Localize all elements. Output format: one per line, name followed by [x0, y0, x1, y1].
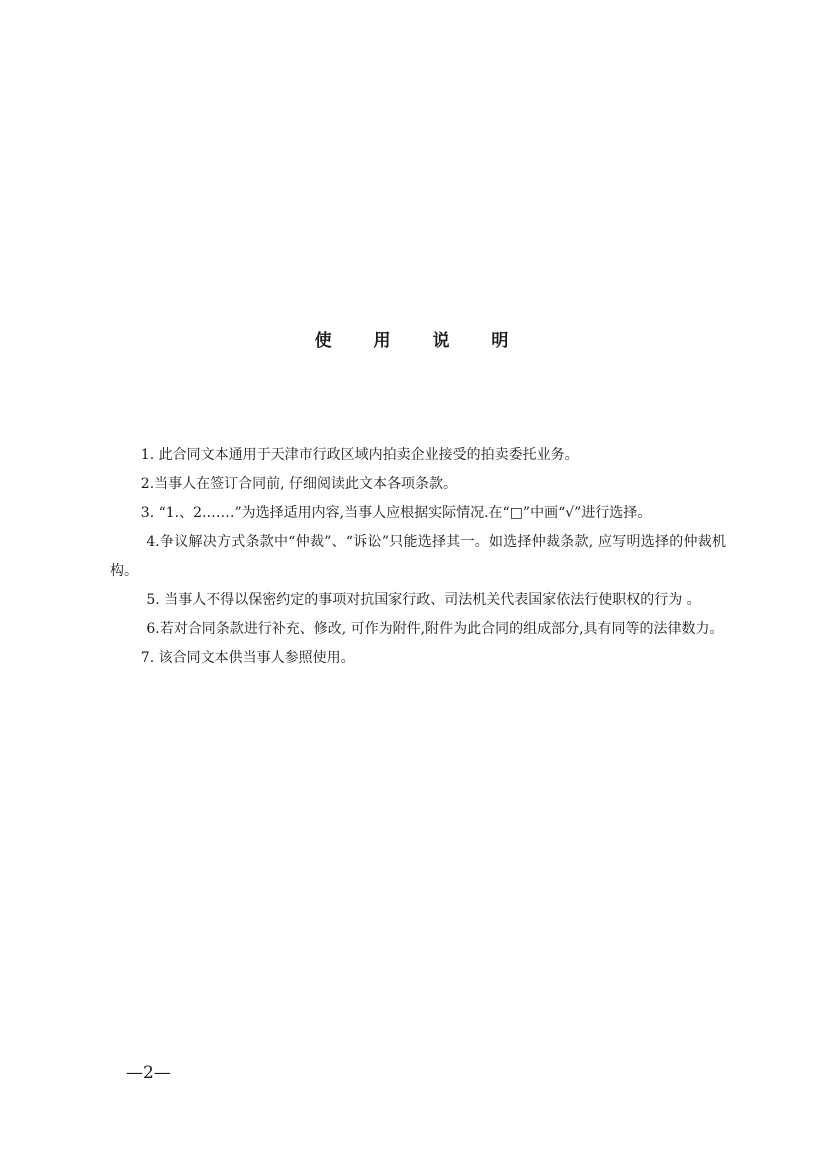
instruction-paragraph-6: 6.若对合同条款进行补充、修改, 可作为附件,附件为此合同的组成部分,具有同等的法律数力。 [146, 621, 724, 637]
page-number: —2— [126, 1063, 171, 1083]
instructions-body [110, 441, 726, 673]
instruction-paragraph-4: 4.争议解决方式条款中“仲裁”、“诉讼”只能选择其一。如选择仲裁条款, 应写明选择的仲裁机构。 [110, 534, 726, 579]
instruction-paragraph-5: 5. 当事人不得以保密约定的事项对抗国家行政、司法机关代表国家依法行使职权的行为 。 [146, 592, 701, 608]
instruction-paragraph-1: 1. 此合同文本通用于天津市行政区域内拍卖企业接受的拍卖委托业务。 [140, 447, 579, 463]
instruction-paragraph-2: 2.当事人在签订合同前, 仔细阅读此文本各项条款。 [140, 476, 458, 492]
instruction-paragraph-7: 7. 该合同文本供当事人参照使用。 [140, 650, 355, 666]
instruction-paragraph-3: 3. “1.、2.……”为选择适用内容,当事人应根据实际情况.在“□”中画“√”进行选择。 [140, 505, 652, 521]
page-title: 使 用 说 明 [314, 331, 527, 351]
